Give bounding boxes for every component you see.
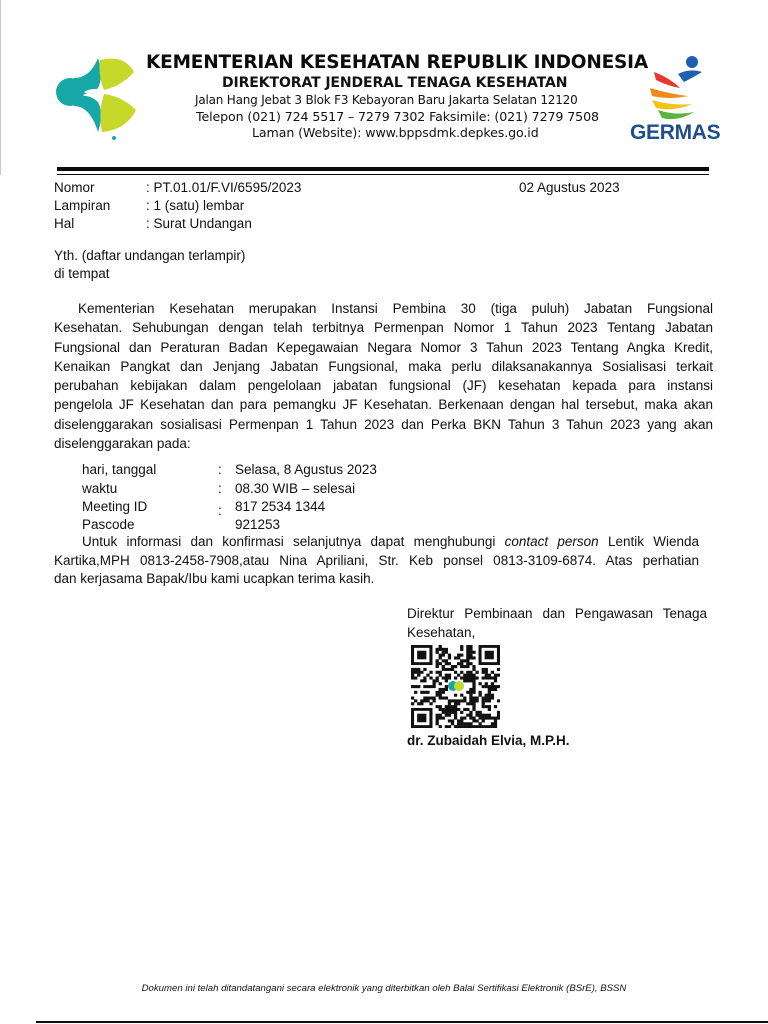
ministry-phone: Telepon (021) 724 5517 – 7279 7302 Faksimile: (021) 7279 7508 bbox=[196, 109, 599, 124]
detail-colon: : bbox=[218, 481, 222, 496]
signature-title-line: Direktur Pembinaan dan Pengawasan Tenaga bbox=[407, 606, 707, 621]
detail-label-passcode: Pascode bbox=[82, 517, 135, 532]
ref-label-hal: Hal bbox=[54, 216, 75, 231]
detail-value-passcode: 921253 bbox=[235, 517, 281, 532]
signature-title bbox=[407, 604, 707, 642]
body-line: pengelola JF Kesehatan dan para pemangku JF Kesehatan. Berkenaan dengan hal tersebut, maka akan bbox=[54, 397, 713, 413]
body-line: Fungsional dan Peraturan Badan Kepegawaian Negara Nomor 3 Tahun 2023 Tentang Angka Kredit, bbox=[54, 339, 713, 355]
body-line: diselenggarakan pada: bbox=[54, 436, 191, 452]
detail-label-meeting-id: Meeting ID bbox=[82, 499, 148, 514]
electronic-signature-note: Dokumen ini telah ditandatangani secara elektronik yang diterbitkan oleh Balai Sertifikasi Elektronik (BSrE), BSSN bbox=[141, 983, 627, 994]
ref-value-hal: : Surat Undangan bbox=[146, 216, 252, 231]
germas-logo-icon bbox=[640, 52, 710, 124]
contact-person-term: contact person bbox=[504, 534, 599, 549]
letterhead-rule-thin bbox=[57, 174, 709, 175]
footer-rule bbox=[36, 1021, 768, 1023]
contact-line bbox=[54, 533, 699, 552]
addressee-location: di tempat bbox=[54, 266, 110, 281]
directorate-name: DIREKTORAT JENDERAL TENAGA KESEHATAN bbox=[222, 75, 568, 91]
detail-colon: : bbox=[218, 462, 222, 477]
ministry-website: Laman (Website): www.bppsdmk.depkes.go.id bbox=[252, 125, 539, 140]
signer-name: dr. Zubaidah Elvia, M.P.H. bbox=[407, 733, 570, 748]
ref-label-nomor: Nomor bbox=[54, 180, 95, 195]
body-line: Kenaikan Pangkat dan Jenjang Jabatan Fungsional, maka perlu dilaksanakannya Sosialisasi terkait bbox=[54, 358, 713, 374]
page-left-edge bbox=[0, 0, 1, 175]
contact-line: dan kerjasama Bapak/Ibu kami ucapkan terima kasih. bbox=[54, 571, 375, 586]
contact-paragraph bbox=[54, 533, 699, 589]
detail-value-time: 08.30 WIB – selesai bbox=[235, 481, 356, 496]
body-paragraph bbox=[54, 299, 713, 453]
detail-label-date: hari, tanggal bbox=[82, 462, 157, 477]
body-line: Kementerian Kesehatan merupakan Instansi Pembina 30 (tiga puluh) Jabatan Fungsional bbox=[78, 301, 713, 316]
ministry-name: KEMENTERIAN KESEHATAN REPUBLIK INDONESIA bbox=[146, 52, 648, 73]
signature-qr-code bbox=[411, 645, 500, 728]
ministry-address: Jalan Hang Jebat 3 Blok F3 Kebayoran Baru Jakarta Selatan 12120 bbox=[195, 93, 578, 107]
contact-line: Kartika,MPH 0813-2458-7908,atau Nina Apriliani, Str. Keb ponsel 0813-3109-6874. Atas perhatian bbox=[54, 552, 699, 568]
letter-date: 02 Agustus 2023 bbox=[519, 180, 620, 195]
body-line: Kesehatan. Sehubungan dengan telah terbitnya Permenpan Nomor 1 Tahun 2023 Tentang Jabatan bbox=[54, 320, 713, 336]
addressee-line: Yth. (daftar undangan terlampir) bbox=[54, 248, 246, 263]
body-line: perubahan kebijakan dalam pengelolaan jabatan fungsional (JF) kesehatan kepada para instansi bbox=[54, 378, 713, 394]
detail-value-date: Selasa, 8 Agustus 2023 bbox=[235, 462, 377, 477]
signature-title-line: Kesehatan, bbox=[407, 625, 476, 640]
ref-value-nomor: : PT.01.01/F.VI/6595/2023 bbox=[146, 180, 302, 195]
contact-name: Lentik Wienda bbox=[607, 534, 699, 549]
detail-value-meeting-id: 817 2534 1344 bbox=[235, 499, 326, 514]
ref-value-lampiran: : 1 (satu) lembar bbox=[146, 198, 245, 213]
contact-text: Untuk informasi dan konfirmasi selanjutnya dapat menghubungi bbox=[82, 534, 496, 549]
detail-colon: : bbox=[218, 503, 222, 518]
kemenkes-logo bbox=[54, 50, 140, 142]
body-line: diselenggarakan sosialisasi Permenpan 1 Tahun 2023 dan Perka BKN Tahun 3 Tahun 2023 yang akan bbox=[54, 416, 713, 432]
letterhead-rule-thick bbox=[57, 167, 709, 171]
germas-logo-text: GERMAS bbox=[630, 121, 721, 144]
ref-label-lampiran: Lampiran bbox=[54, 198, 111, 213]
detail-label-time: waktu bbox=[82, 481, 118, 496]
